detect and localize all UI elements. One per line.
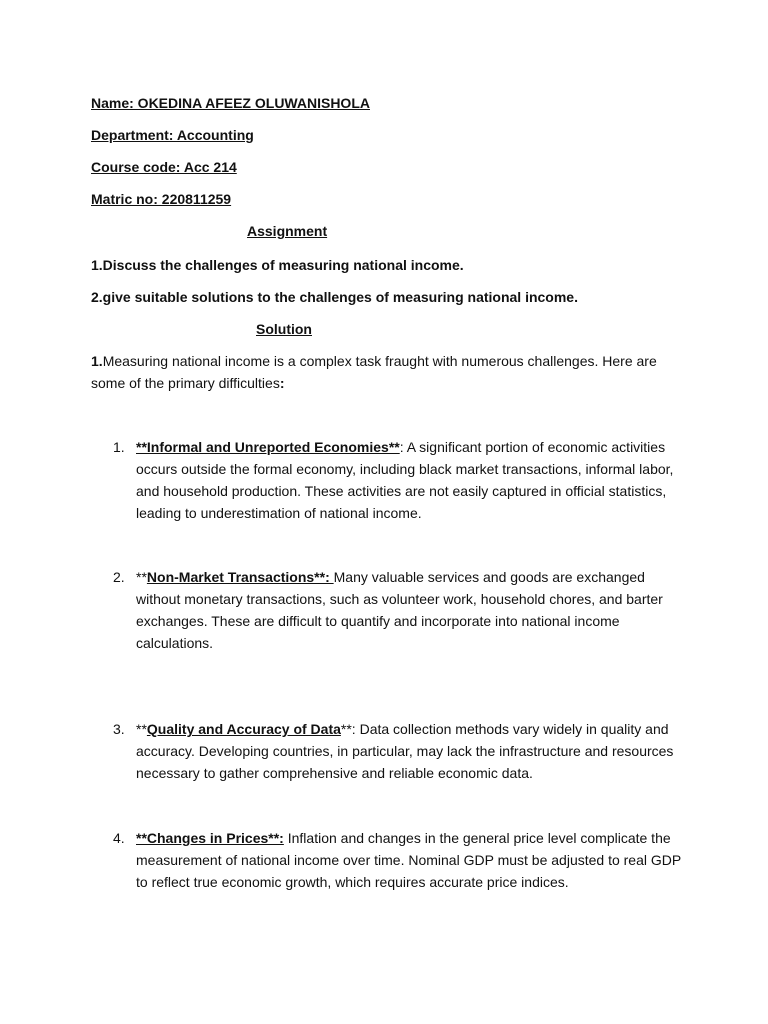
list-item-title: **Informal and Unreported Economies** (136, 439, 400, 455)
list-item-title: **Changes in Prices**: (136, 830, 284, 846)
intro-colon: : (279, 375, 285, 391)
matric-no-line: Matric no: 220811259 (91, 191, 232, 207)
list-item-body: **Informal and Unreported Economies**: A significant portion of economic activities occurs outside the formal economy, including black market transactions, informal labor, and household production. These activities are not easily captured in official statistics, leading to underestimation of national income. (136, 439, 674, 521)
list-item-number: 3. (113, 721, 125, 737)
list-item-text: Data collection methods vary widely in quality and accuracy. Developing countries, in particular, may lack the infrastructure and resources necessary to gather comprehensive and reliable economic data. (136, 721, 674, 781)
list-item-text: Many valuable services and goods are exchanged without monetary transactions, such as volunteer work, household chores, and barter exchanges. These are difficult to quantify and incorporate into national income calculations. (136, 569, 663, 651)
list-item-title: Quality and Accuracy of Data (146, 721, 341, 737)
question-1: 1.Discuss the challenges of measuring national income. (91, 257, 464, 273)
list-item-number: 2. (113, 569, 125, 585)
intro-text: Measuring national income is a complex task fraught with numerous challenges. Here are some of the primary difficulties (91, 353, 657, 391)
solution-heading: Solution (256, 321, 312, 337)
student-name: Name: OKEDINA AFEEZ OLUWANISHOLA (91, 95, 370, 111)
list-item-body: **Quality and Accuracy of Data**: Data collection methods vary widely in quality and accuracy. Developing countries, in particular, may lack the infrastructure and resources necessary to gather comprehensive and reliable economic data. (136, 721, 674, 781)
list-item-number: 4. (113, 830, 125, 846)
intro-number: 1. (91, 353, 103, 369)
department-line: Department: Accounting (91, 127, 254, 143)
list-item-body: **Non-Market Transactions**: Many valuable services and goods are exchanged without monetary transactions, such as volunteer work, household chores, and barter exchanges. These are difficult to quantify and incorporate into national income calculations. (136, 569, 663, 651)
intro-paragraph (91, 350, 671, 394)
list-item-text: A significant portion of economic activities occurs outside the formal economy, including black market transactions, informal labor, and household production. These activities are not easily captured in official statistics, leading to underestimation of national income. (136, 439, 674, 521)
list-item-number: 1. (113, 439, 125, 455)
list-item-body (136, 827, 684, 893)
question-2: 2.give suitable solutions to the challenges of measuring national income. (91, 289, 578, 305)
course-code-line: Course code: Acc 214 (91, 159, 237, 175)
list-item-title: Non-Market Transactions**: (146, 569, 334, 585)
list-item-text: Inflation and changes in the general price level complicate the measurement of national income over time. Nominal GDP must be adjusted to real GDP to reflect true economic growth, which requires accurate price indices. (136, 830, 681, 890)
assignment-heading: Assignment (247, 223, 328, 239)
